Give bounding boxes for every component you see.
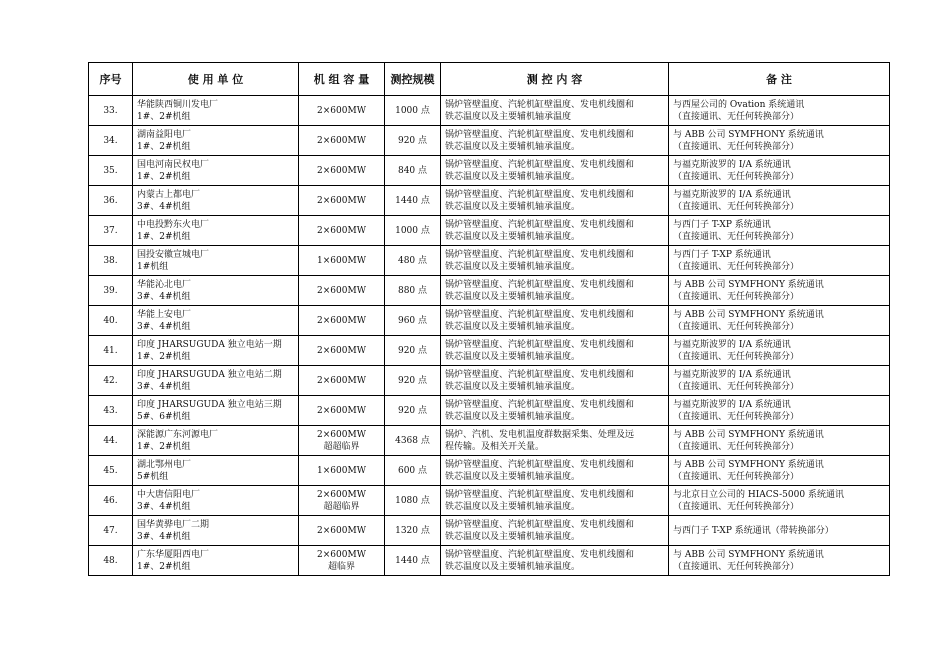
installation-table (88, 62, 890, 576)
row-scale (385, 486, 441, 516)
row-note-line: 与 ABB 公司 SYMFHONY 系统通讯 (673, 309, 824, 320)
row-scale (385, 546, 441, 576)
row-index-line: 43. (103, 405, 118, 416)
header-index: 序号 (89, 63, 133, 96)
row-index (89, 156, 133, 186)
row-unit (133, 336, 299, 366)
header-content: 测 控 内 容 (441, 63, 669, 96)
row-capacity-line: 2×600MW (317, 195, 366, 206)
row-unit-line: 3#、4#机组 (137, 201, 191, 212)
row-scale (385, 216, 441, 246)
row-unit-line: 1#、2#机组 (137, 441, 191, 452)
row-scale-line: 960 点 (397, 315, 428, 326)
row-note (669, 426, 890, 456)
row-unit (133, 186, 299, 216)
row-content-line: 铁芯温度以及主要辅机轴承温度。 (445, 291, 581, 302)
row-content-line: 铁芯温度以及主要辅机轴承温度。 (445, 141, 581, 152)
row-note-line: （直接通讯、无任何转换部分） (673, 471, 800, 482)
row-index-line: 35. (103, 165, 118, 176)
row-content-line: 锅炉管壁温度、汽轮机缸壁温度、发电机线圈和 (445, 459, 635, 470)
row-content-line: 铁芯温度以及主要辅机轴承温度。 (445, 201, 581, 212)
row-note (669, 516, 890, 546)
row-index-line: 34. (103, 135, 118, 146)
row-scale (385, 306, 441, 336)
row-note-line: （直接通讯、无任何转换部分） (673, 441, 800, 452)
table-row (89, 396, 890, 426)
row-scale-line: 920 点 (397, 345, 428, 356)
row-capacity-line: 超超临界 (323, 441, 360, 452)
row-unit (133, 216, 299, 246)
row-index (89, 336, 133, 366)
row-index-line: 39. (103, 285, 118, 296)
table-header-row (89, 63, 890, 96)
row-content-line: 锅炉管壁温度、汽轮机缸壁温度、发电机线圈和 (445, 339, 635, 350)
row-index (89, 546, 133, 576)
row-note-line: 与 ABB 公司 SYMFHONY 系统通讯 (673, 549, 824, 560)
header-capacity: 机 组 容 量 (299, 63, 385, 96)
row-scale (385, 426, 441, 456)
row-note-line: （直接通讯、无任何转换部分） (673, 351, 800, 362)
row-unit-line: 印度 JHARSUGUDA 独立电站三期 (137, 399, 282, 410)
table-row (89, 546, 890, 576)
row-capacity-line: 2×600MW (317, 429, 366, 440)
row-capacity-line: 2×600MW (317, 105, 366, 116)
row-content-line: 锅炉管壁温度、汽轮机缸壁温度、发电机线圈和 (445, 99, 635, 110)
row-capacity (299, 396, 385, 426)
row-capacity-line: 2×600MW (317, 489, 366, 500)
row-index-line: 33. (103, 105, 118, 116)
row-unit-line: 国华黄骅电厂二期 (137, 519, 210, 530)
row-unit-line: 深能源广东河源电厂 (137, 429, 219, 440)
table-row (89, 276, 890, 306)
row-note-line: 与西门子 T-XP 系统通讯 (673, 219, 771, 230)
row-content-line: 锅炉管壁温度、汽轮机缸壁温度、发电机线圈和 (445, 279, 635, 290)
row-unit-line: 5#、6#机组 (137, 411, 191, 422)
row-scale-line: 1000 点 (395, 225, 430, 236)
row-capacity-line: 2×600MW (317, 285, 366, 296)
row-unit (133, 306, 299, 336)
row-note (669, 366, 890, 396)
row-capacity (299, 96, 385, 126)
row-note-line: 与福克斯波罗的 I/A 系统通讯 (673, 399, 791, 410)
row-unit-line: 5#机组 (137, 471, 169, 482)
row-note-line: 与福克斯波罗的 I/A 系统通讯 (673, 189, 791, 200)
row-capacity (299, 546, 385, 576)
row-index (89, 426, 133, 456)
row-content-line: 铁芯温度以及主要辅机轴承温度。 (445, 501, 581, 512)
row-note-line: 与西门子 T-XP 系统通讯 (673, 249, 771, 260)
row-content-line: 铁芯温度以及主要辅机轴承温度。 (445, 321, 581, 332)
row-scale (385, 366, 441, 396)
row-content-line: 锅炉管壁温度、汽轮机缸壁温度、发电机线圈和 (445, 189, 635, 200)
row-content (441, 246, 669, 276)
row-capacity-line: 2×600MW (317, 315, 366, 326)
table-row (89, 186, 890, 216)
row-note-line: 与 ABB 公司 SYMFHONY 系统通讯 (673, 279, 824, 290)
row-unit-line: 3#、4#机组 (137, 501, 191, 512)
row-scale-line: 920 点 (397, 135, 428, 146)
row-content (441, 156, 669, 186)
row-unit (133, 486, 299, 516)
row-capacity-line: 2×600MW (317, 525, 366, 536)
row-capacity-line: 2×600MW (317, 549, 366, 560)
row-unit (133, 546, 299, 576)
row-note (669, 456, 890, 486)
row-note (669, 156, 890, 186)
row-capacity-line: 1×600MW (317, 255, 366, 266)
row-index-line: 38. (103, 255, 118, 266)
row-content-line: 铁芯温度以及主要辅机轴承温度。 (445, 561, 581, 572)
row-scale (385, 396, 441, 426)
row-note-line: 与北京日立公司的 HIACS-5000 系统通讯 (673, 489, 844, 500)
row-unit (133, 246, 299, 276)
row-content (441, 216, 669, 246)
row-content (441, 546, 669, 576)
row-note (669, 486, 890, 516)
row-note-line: （直接通讯、无任何转换部分） (673, 141, 800, 152)
row-capacity-line: 2×600MW (317, 375, 366, 386)
row-scale-line: 1000 点 (395, 105, 430, 116)
row-unit (133, 276, 299, 306)
row-content-line: 铁芯温度以及主要辅机轴承温度。 (445, 231, 581, 242)
row-content-line: 锅炉管壁温度、汽轮机缸壁温度、发电机线圈和 (445, 249, 635, 260)
row-scale-line: 1440 点 (395, 195, 430, 206)
row-content-line: 铁芯温度以及主要辅机轴承温度。 (445, 411, 581, 422)
row-index (89, 276, 133, 306)
row-content (441, 126, 669, 156)
row-index-line: 41. (103, 345, 118, 356)
row-note-line: 与西门子 T-XP 系统通讯（带转换部分） (673, 525, 834, 536)
row-note-line: 与西屋公司的 Ovation 系统通讯 (673, 99, 805, 110)
row-note-line: （直接通讯、无任何转换部分） (673, 561, 800, 572)
row-content (441, 306, 669, 336)
row-scale (385, 456, 441, 486)
row-note-line: （直接通讯、无任何转换部分） (673, 291, 800, 302)
table-row (89, 216, 890, 246)
row-content-line: 铁芯温度以及主要辅机轴承温度。 (445, 531, 581, 542)
row-content-line: 程传输。及相关开关量。 (445, 441, 545, 452)
row-index (89, 306, 133, 336)
row-note-line: 与 ABB 公司 SYMFHONY 系统通讯 (673, 459, 824, 470)
row-unit-line: 1#、2#机组 (137, 351, 191, 362)
row-content-line: 锅炉管壁温度、汽轮机缸壁温度、发电机线圈和 (445, 549, 635, 560)
row-scale-line: 920 点 (397, 405, 428, 416)
row-capacity-line: 2×600MW (317, 165, 366, 176)
row-unit (133, 426, 299, 456)
row-content-line: 铁芯温度以及主要辅机轴承温度 (445, 111, 572, 122)
row-unit (133, 96, 299, 126)
table-row (89, 306, 890, 336)
row-index-line: 42. (103, 375, 118, 386)
row-capacity-line: 超超临界 (323, 501, 360, 512)
row-content (441, 516, 669, 546)
row-unit-line: 1#、2#机组 (137, 561, 191, 572)
row-unit (133, 366, 299, 396)
row-index (89, 516, 133, 546)
row-content (441, 366, 669, 396)
table-row (89, 456, 890, 486)
row-index-line: 46. (103, 495, 118, 506)
table-row (89, 516, 890, 546)
row-scale-line: 1440 点 (395, 555, 430, 566)
row-scale (385, 336, 441, 366)
table-row (89, 336, 890, 366)
row-note (669, 396, 890, 426)
row-scale (385, 246, 441, 276)
row-capacity (299, 336, 385, 366)
row-content-line: 铁芯温度以及主要辅机轴承温度。 (445, 171, 581, 182)
row-note (669, 546, 890, 576)
row-note-line: 与福克斯波罗的 I/A 系统通讯 (673, 159, 791, 170)
row-scale (385, 186, 441, 216)
row-content-line: 锅炉管壁温度、汽轮机缸壁温度、发电机线圈和 (445, 309, 635, 320)
header-scale: 测控规模 (385, 63, 441, 96)
row-note-line: 与 ABB 公司 SYMFHONY 系统通讯 (673, 429, 824, 440)
row-scale (385, 516, 441, 546)
row-content (441, 486, 669, 516)
row-content (441, 396, 669, 426)
row-note (669, 306, 890, 336)
row-scale-line: 4368 点 (395, 435, 430, 446)
row-unit-line: 湖南益阳电厂 (137, 129, 192, 140)
row-scale-line: 840 点 (397, 165, 428, 176)
row-unit-line: 1#、2#机组 (137, 111, 191, 122)
row-index (89, 126, 133, 156)
row-content-line: 锅炉管壁温度、汽轮机缸壁温度、发电机线圈和 (445, 129, 635, 140)
row-capacity (299, 216, 385, 246)
row-note (669, 186, 890, 216)
table-row (89, 246, 890, 276)
row-unit-line: 华能上安电厂 (137, 309, 192, 320)
row-content-line: 铁芯温度以及主要辅机轴承温度。 (445, 351, 581, 362)
row-capacity (299, 366, 385, 396)
row-content-line: 锅炉管壁温度、汽轮机缸壁温度、发电机线圈和 (445, 219, 635, 230)
row-index-line: 36. (103, 195, 118, 206)
row-capacity-line: 2×600MW (317, 135, 366, 146)
row-capacity (299, 276, 385, 306)
row-content (441, 336, 669, 366)
row-content (441, 456, 669, 486)
row-note-line: 与 ABB 公司 SYMFHONY 系统通讯 (673, 129, 824, 140)
row-note (669, 96, 890, 126)
row-capacity (299, 486, 385, 516)
header-note: 备 注 (669, 63, 890, 96)
row-content-line: 锅炉管壁温度、汽轮机缸壁温度、发电机线圈和 (445, 519, 635, 530)
row-index (89, 246, 133, 276)
row-unit (133, 126, 299, 156)
row-unit-line: 3#、4#机组 (137, 321, 191, 332)
row-index-line: 44. (103, 435, 118, 446)
row-unit-line: 国电河南民权电厂 (137, 159, 210, 170)
row-index (89, 186, 133, 216)
row-scale (385, 126, 441, 156)
row-capacity-line: 2×600MW (317, 225, 366, 236)
row-content-line: 铁芯温度以及主要辅机轴承温度。 (445, 261, 581, 272)
row-capacity-line: 2×600MW (317, 405, 366, 416)
row-content-line: 锅炉管壁温度、汽轮机缸壁温度、发电机线圈和 (445, 369, 635, 380)
row-scale-line: 1080 点 (395, 495, 430, 506)
row-unit-line: 1#机组 (137, 261, 169, 272)
row-capacity (299, 246, 385, 276)
table-row (89, 366, 890, 396)
row-scale-line: 920 点 (397, 375, 428, 386)
row-note-line: （直接通讯、无任何转换部分） (673, 201, 800, 212)
table-row (89, 126, 890, 156)
table-row (89, 96, 890, 126)
table-row (89, 156, 890, 186)
row-index-line: 47. (103, 525, 118, 536)
row-unit-line: 1#、2#机组 (137, 231, 191, 242)
row-note-line: 与福克斯波罗的 I/A 系统通讯 (673, 369, 791, 380)
row-unit-line: 3#、4#机组 (137, 531, 191, 542)
row-unit-line: 湖北鄂州电厂 (137, 459, 192, 470)
row-content (441, 426, 669, 456)
row-scale (385, 96, 441, 126)
row-unit-line: 1#、2#机组 (137, 171, 191, 182)
row-capacity (299, 126, 385, 156)
row-note-line: （直接通讯、无任何转换部分） (673, 261, 800, 272)
row-unit-line: 中大唐信阳电厂 (137, 489, 201, 500)
row-unit-line: 印度 JHARSUGUDA 独立电站一期 (137, 339, 282, 350)
header-unit: 使 用 单 位 (133, 63, 299, 96)
row-scale (385, 156, 441, 186)
row-capacity-line: 超临界 (327, 561, 355, 572)
row-unit-line: 国投安徽宣城电厂 (137, 249, 210, 260)
row-unit (133, 456, 299, 486)
row-capacity (299, 306, 385, 336)
row-capacity (299, 156, 385, 186)
row-index (89, 366, 133, 396)
row-index-line: 40. (103, 315, 118, 326)
row-content-line: 锅炉管壁温度、汽轮机缸壁温度、发电机线圈和 (445, 399, 635, 410)
row-unit-line: 3#、4#机组 (137, 381, 191, 392)
row-content-line: 锅炉管壁温度、汽轮机缸壁温度、发电机线圈和 (445, 489, 635, 500)
row-content-line: 铁芯温度以及主要辅机轴承温度。 (445, 381, 581, 392)
row-scale-line: 880 点 (397, 285, 428, 296)
row-scale-line: 600 点 (397, 465, 428, 476)
row-unit-line: 印度 JHARSUGUDA 独立电站二期 (137, 369, 282, 380)
row-content (441, 186, 669, 216)
row-index (89, 456, 133, 486)
row-index (89, 96, 133, 126)
row-content (441, 276, 669, 306)
row-content-line: 锅炉、汽机、发电机温度群数据采集、处理及远 (445, 429, 635, 440)
row-unit-line: 华能陕西铜川发电厂 (137, 99, 219, 110)
row-capacity-line: 2×600MW (317, 345, 366, 356)
row-unit-line: 广东华厦阳西电厂 (137, 549, 210, 560)
row-note-line: （直接通讯、无任何转换部分） (673, 381, 800, 392)
row-note (669, 246, 890, 276)
row-capacity (299, 426, 385, 456)
row-capacity (299, 456, 385, 486)
row-note (669, 126, 890, 156)
row-index (89, 216, 133, 246)
row-unit (133, 396, 299, 426)
row-index (89, 396, 133, 426)
row-index-line: 37. (103, 225, 118, 236)
table-row (89, 486, 890, 516)
row-note-line: 与福克斯波罗的 I/A 系统通讯 (673, 339, 791, 350)
row-content-line: 锅炉管壁温度、汽轮机缸壁温度、发电机线圈和 (445, 159, 635, 170)
row-note (669, 216, 890, 246)
row-note-line: （直接通讯、无任何转换部分） (673, 111, 800, 122)
row-unit (133, 516, 299, 546)
row-note (669, 276, 890, 306)
row-unit-line: 3#、4#机组 (137, 291, 191, 302)
row-note-line: （直接通讯、无任何转换部分） (673, 501, 800, 512)
row-capacity (299, 186, 385, 216)
row-scale-line: 1320 点 (395, 525, 430, 536)
row-note-line: （直接通讯、无任何转换部分） (673, 411, 800, 422)
row-scale (385, 276, 441, 306)
row-unit-line: 内蒙古上都电厂 (137, 189, 201, 200)
row-unit (133, 156, 299, 186)
row-note-line: （直接通讯、无任何转换部分） (673, 321, 800, 332)
row-unit-line: 1#、2#机组 (137, 141, 191, 152)
row-index-line: 45. (103, 465, 118, 476)
row-index-line: 48. (103, 555, 118, 566)
row-content (441, 96, 669, 126)
row-content-line: 铁芯温度以及主要辅机轴承温度。 (445, 471, 581, 482)
row-capacity (299, 516, 385, 546)
row-unit-line: 华能沁北电厂 (137, 279, 192, 290)
row-note (669, 336, 890, 366)
row-unit-line: 中电投黔东火电厂 (137, 219, 210, 230)
row-capacity-line: 1×600MW (317, 465, 366, 476)
table-row (89, 426, 890, 456)
row-note-line: （直接通讯、无任何转换部分） (673, 231, 800, 242)
row-scale-line: 480 点 (397, 255, 428, 266)
row-note-line: （直接通讯、无任何转换部分） (673, 171, 800, 182)
row-index (89, 486, 133, 516)
